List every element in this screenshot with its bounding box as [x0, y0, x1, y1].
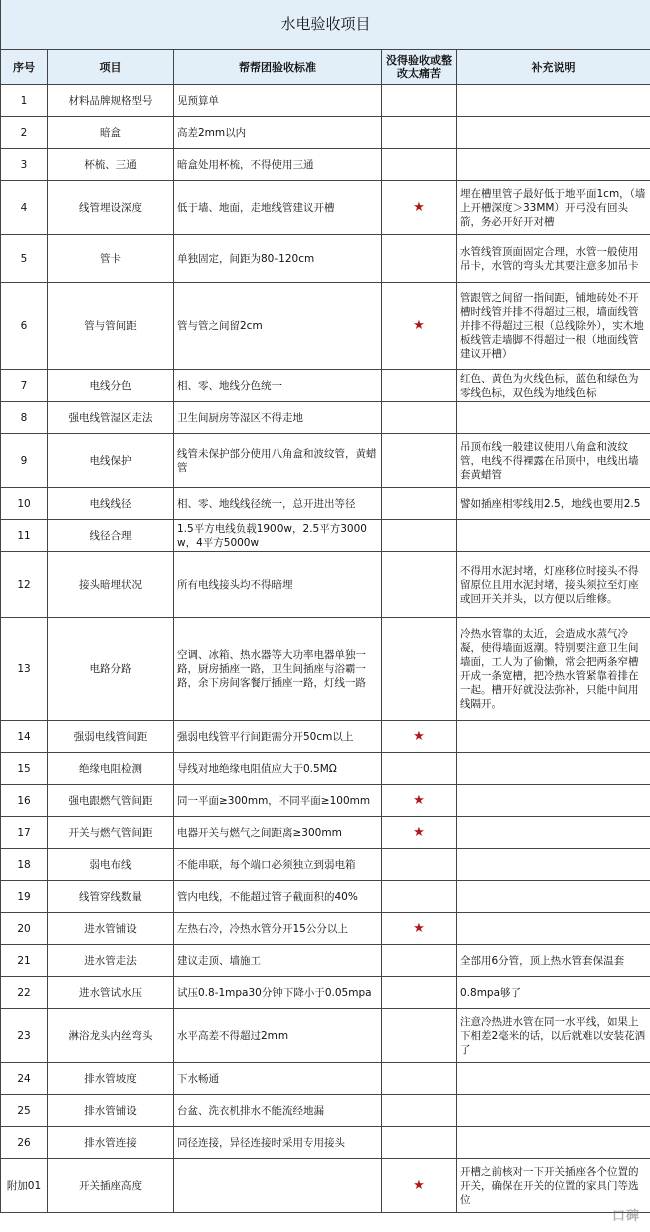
row-painful: [382, 913, 457, 945]
star-icon: ★: [413, 199, 425, 215]
row-painful: [382, 785, 457, 817]
row-note: 吊顶布线一般建议使用八角盒和波纹管，电线不得裸露在吊顶中，电线出墙套黄蜡管: [457, 434, 650, 488]
row-note: [457, 1095, 650, 1127]
row-item: 弱电布线: [48, 849, 174, 881]
row-item: 电线线径: [48, 488, 174, 520]
row-note: 不得用水泥封堵，灯座移位时接头不得留原位且用水泥封堵，接头须拉至灯座或回开关并头，以方便以后维修。: [457, 552, 650, 618]
star-icon: ★: [413, 1177, 425, 1193]
row-number: 1: [1, 85, 48, 117]
watermark: 口碑: [611, 1209, 640, 1224]
table-row: [1, 977, 650, 1009]
row-painful: [382, 721, 457, 753]
table-row: [1, 817, 650, 849]
row-number: 16: [1, 785, 48, 817]
row-standard: 线管未保护部分使用八角盒和波纹管，黄蜡管: [174, 434, 382, 488]
table-row: [1, 552, 650, 618]
star-icon: ★: [413, 920, 425, 936]
table-row: [1, 1159, 650, 1213]
table-row: [1, 785, 650, 817]
row-painful: [382, 117, 457, 149]
row-standard: 水平高差不得超过2mm: [174, 1009, 382, 1063]
row-standard: 同径连接，异径连接时采用专用接头: [174, 1127, 382, 1159]
row-painful: [382, 1127, 457, 1159]
row-item: 杯梳、三通: [48, 149, 174, 181]
row-painful: [382, 881, 457, 913]
header-item: 项目: [48, 50, 174, 85]
row-item: 管卡: [48, 235, 174, 283]
row-number: 3: [1, 149, 48, 181]
row-number: 14: [1, 721, 48, 753]
row-painful: [382, 434, 457, 488]
row-standard: 导线对地绝缘电阻值应大于0.5MΩ: [174, 753, 382, 785]
row-item: 电路分路: [48, 618, 174, 721]
row-note: 全部用6分管，顶上热水管套保温套: [457, 945, 650, 977]
row-standard: 低于墙、地面，走地线管建议开槽: [174, 181, 382, 235]
star-icon: ★: [413, 728, 425, 744]
row-note: 譬如插座相零线用2.5，地线也要用2.5: [457, 488, 650, 520]
row-number: 22: [1, 977, 48, 1009]
row-number: 17: [1, 817, 48, 849]
star-icon: ★: [413, 318, 425, 333]
row-item: 排水管坡度: [48, 1063, 174, 1095]
row-item: 接头暗埋状况: [48, 552, 174, 618]
row-item: 强弱电线管间距: [48, 721, 174, 753]
table-row: [1, 520, 650, 552]
row-item: 开关与燃气管间距: [48, 817, 174, 849]
table-row: [1, 849, 650, 881]
table-row: [1, 945, 650, 977]
row-number: 4: [1, 181, 48, 235]
row-standard: 空调、冰箱、热水器等大功率电器单独一路，厨房插座一路，卫生间插座与浴霸一路，余下房间客餐厅插座一路，灯线一路: [174, 618, 382, 721]
row-item: 绝缘电阻检测: [48, 753, 174, 785]
row-item: 淋浴龙头内丝弯头: [48, 1009, 174, 1063]
row-note: [457, 1063, 650, 1095]
row-number: 8: [1, 402, 48, 434]
header-painful: 没得验收或整改太痛苦: [382, 50, 457, 85]
table-row: [1, 85, 650, 117]
row-note: [457, 913, 650, 945]
header-row: [1, 50, 650, 85]
row-standard: 相、零、地线分色统一: [174, 370, 382, 402]
row-standard: 强弱电线管平行间距需分开50cm以上: [174, 721, 382, 753]
row-note: 管跟管之间留一指间距，铺地砖处不开槽时线管并排不得超过三根，墙面线管并排不得超过三根（总线除外），实木地板线管走墙脚不得超过一根（地面线管建议开槽）: [457, 283, 650, 370]
row-standard: 试压0.8-1mpa30分钟下降小于0.05mpa: [174, 977, 382, 1009]
row-standard: 管与管之间留2cm: [174, 283, 382, 370]
row-standard: 所有电线接头均不得暗埋: [174, 552, 382, 618]
row-note: 红色、黄色为火线色标，蓝色和绿色为零线色标，双色线为地线色标: [457, 370, 650, 402]
table-row: [1, 488, 650, 520]
row-painful: [382, 520, 457, 552]
row-standard: 卫生间厨房等湿区不得走地: [174, 402, 382, 434]
row-item: 进水管走法: [48, 945, 174, 977]
row-standard: 台盆、洗衣机排水不能流经地漏: [174, 1095, 382, 1127]
row-number: 12: [1, 552, 48, 618]
table-row: [1, 721, 650, 753]
row-note: 埋在槽里管子最好低于地平面1cm，（墙上开槽深度＞33MM）开弓没有回头箭，务必开好开对槽: [457, 181, 650, 235]
row-note: [457, 117, 650, 149]
row-painful: [382, 283, 457, 370]
row-number: 19: [1, 881, 48, 913]
row-number: 附加01: [1, 1159, 48, 1213]
row-painful: [382, 1159, 457, 1213]
row-painful: [382, 181, 457, 235]
row-painful: [382, 977, 457, 1009]
row-painful: [382, 1009, 457, 1063]
header-note: 补充说明: [457, 50, 650, 85]
table-row: [1, 1063, 650, 1095]
row-number: 15: [1, 753, 48, 785]
row-note: [457, 785, 650, 817]
row-number: 26: [1, 1127, 48, 1159]
row-note: [457, 149, 650, 181]
row-number: 5: [1, 235, 48, 283]
table-row: [1, 618, 650, 721]
row-note: [457, 85, 650, 117]
row-number: 10: [1, 488, 48, 520]
row-number: 21: [1, 945, 48, 977]
star-icon: ★: [413, 792, 425, 808]
row-number: 7: [1, 370, 48, 402]
row-item: 进水管铺设: [48, 913, 174, 945]
row-painful: [382, 488, 457, 520]
table-row: [1, 913, 650, 945]
row-standard: 相、零、地线线径统一，总开进出等径: [174, 488, 382, 520]
row-painful: [382, 1095, 457, 1127]
row-note: 开槽之前核对一下开关插座各个位置的开关，确保在开关的位置的家具门等选位: [457, 1159, 650, 1213]
row-item: 强电线管湿区走法: [48, 402, 174, 434]
row-item: 排水管连接: [48, 1127, 174, 1159]
row-standard: [174, 1159, 382, 1213]
table-row: [1, 283, 650, 370]
star-icon: ★: [413, 824, 425, 840]
table-row: [1, 881, 650, 913]
row-item: 管与管间距: [48, 283, 174, 370]
row-painful: [382, 552, 457, 618]
table-row: [1, 1009, 650, 1063]
row-note: [457, 721, 650, 753]
row-standard: 见预算单: [174, 85, 382, 117]
row-note: 水管线管顶面固定合理，水管一般使用吊卡，水管的弯头尤其要注意多加吊卡: [457, 235, 650, 283]
row-standard: 不能串联，每个端口必须独立到弱电箱: [174, 849, 382, 881]
header-no: 序号: [1, 50, 48, 85]
row-standard: 下水畅通: [174, 1063, 382, 1095]
row-note: 冷热水管靠的太近，会造成水蒸气冷凝，使得墙面返潮。特别要注意卫生间墙面，工人为了偷懒，常会把两条窄槽开成一条宽槽，把冷热水管紧靠着排在一起。槽开好就没法弥补，只能中间用线隔开。: [457, 618, 650, 721]
table-row: [1, 1095, 650, 1127]
row-number: 6: [1, 283, 48, 370]
row-note: [457, 402, 650, 434]
row-item: 强电跟燃气管间距: [48, 785, 174, 817]
row-item: 进水管试水压: [48, 977, 174, 1009]
row-note: [457, 753, 650, 785]
row-note: [457, 849, 650, 881]
row-note: [457, 881, 650, 913]
row-standard: 管内电线，不能超过管子截面积的40%: [174, 881, 382, 913]
row-number: 24: [1, 1063, 48, 1095]
row-number: 2: [1, 117, 48, 149]
row-standard: 单独固定，间距为80-120cm: [174, 235, 382, 283]
table-row: [1, 434, 650, 488]
row-number: 9: [1, 434, 48, 488]
row-item: 暗盒: [48, 117, 174, 149]
row-painful: [382, 817, 457, 849]
row-painful: [382, 849, 457, 881]
row-item: 排水管铺设: [48, 1095, 174, 1127]
row-painful: [382, 235, 457, 283]
row-painful: [382, 370, 457, 402]
row-number: 23: [1, 1009, 48, 1063]
header-standard: 帮帮团验收标准: [174, 50, 382, 85]
row-note: [457, 1127, 650, 1159]
table-row: [1, 370, 650, 402]
row-item: 电线分色: [48, 370, 174, 402]
row-number: 20: [1, 913, 48, 945]
table-row: [1, 753, 650, 785]
table-row: [1, 402, 650, 434]
row-number: 11: [1, 520, 48, 552]
row-painful: [382, 618, 457, 721]
table-row: [1, 117, 650, 149]
row-standard: 暗盒处用杯梳，不得使用三通: [174, 149, 382, 181]
row-note: [457, 817, 650, 849]
row-item: 开关插座高度: [48, 1159, 174, 1213]
row-note: 0.8mpa够了: [457, 977, 650, 1009]
row-number: 25: [1, 1095, 48, 1127]
row-standard: 电器开关与燃气之间距离≥300mm: [174, 817, 382, 849]
row-item: 材料品牌规格型号: [48, 85, 174, 117]
table-row: [1, 149, 650, 181]
row-painful: [382, 945, 457, 977]
row-painful: [382, 402, 457, 434]
row-note: 注意冷热进水管在同一水平线，如果上下相差2毫米的话，以后就难以安装花洒了: [457, 1009, 650, 1063]
page-title: 水电验收项目: [1, 0, 650, 50]
row-painful: [382, 85, 457, 117]
row-painful: [382, 1063, 457, 1095]
table-row: [1, 1127, 650, 1159]
row-standard: 建议走顶、墙施工: [174, 945, 382, 977]
row-standard: 高差2mm以内: [174, 117, 382, 149]
row-standard: 1.5平方电线负载1900w，2.5平方3000w，4平方5000w: [174, 520, 382, 552]
row-standard: 左热右冷，冷热水管分开15公分以上: [174, 913, 382, 945]
table-row: [1, 235, 650, 283]
row-number: 18: [1, 849, 48, 881]
row-item: 线管穿线数量: [48, 881, 174, 913]
table-body: [1, 85, 650, 1213]
table-row: [1, 181, 650, 235]
row-number: 13: [1, 618, 48, 721]
row-note: [457, 520, 650, 552]
row-item: 线管埋设深度: [48, 181, 174, 235]
row-painful: [382, 753, 457, 785]
row-standard: 同一平面≥300mm，不同平面≥100mm: [174, 785, 382, 817]
row-item: 线径合理: [48, 520, 174, 552]
row-item: 电线保护: [48, 434, 174, 488]
row-painful: [382, 149, 457, 181]
